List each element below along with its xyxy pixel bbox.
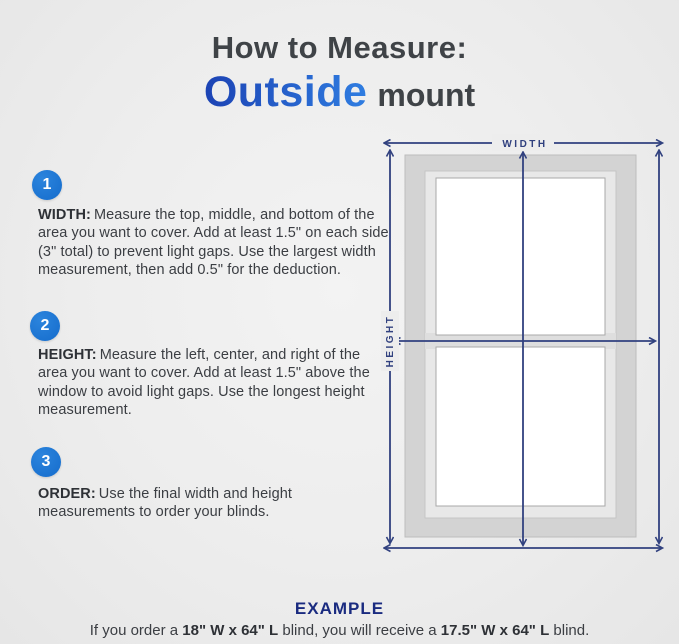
title-suffix: mount bbox=[377, 77, 476, 113]
example-sentence bbox=[0, 622, 679, 639]
title-line2 bbox=[0, 68, 679, 117]
example-middle: blind, you will receive a bbox=[278, 622, 441, 639]
step-3-number: 3 bbox=[41, 453, 51, 470]
window-pane-bottom bbox=[436, 347, 605, 506]
window-measurement-diagram bbox=[376, 131, 672, 563]
step-2-number: 2 bbox=[40, 317, 50, 334]
title-highlight: Outside bbox=[203, 68, 368, 116]
example-prefix: If you order a bbox=[89, 622, 183, 639]
step-3-number-badge bbox=[31, 447, 61, 477]
step-3-body: Use the final width and height measurements to order your blinds. bbox=[38, 486, 293, 521]
step-2-text bbox=[38, 346, 390, 420]
width-label: WIDTH bbox=[502, 139, 548, 150]
step-3-text bbox=[38, 485, 390, 522]
window-diagram-svg bbox=[376, 131, 672, 563]
step-1-lead: WIDTH: bbox=[38, 207, 91, 223]
step-1-text bbox=[38, 206, 390, 280]
step-2-body: Measure the left, center, and right of the area you want to cover. Add at least 1.5" above the window to avoid light gaps. Use the longest height measurement. bbox=[38, 347, 370, 419]
example-section bbox=[0, 599, 679, 639]
example-suffix: blind. bbox=[549, 622, 590, 639]
example-heading: EXAMPLE bbox=[294, 599, 385, 618]
example-receive-size: 17.5" W x 64" L bbox=[440, 622, 550, 639]
window-pane-top bbox=[436, 178, 605, 335]
example-order-size: 18" W x 64" L bbox=[182, 622, 279, 639]
step-1-body: Measure the top, middle, and bottom of the area you want to cover. Add at least 1.5" on each side (3" total) to prevent light gaps. Use the largest width measurement, then add 0.5" for the deduction. bbox=[38, 207, 389, 279]
step-2-number-badge bbox=[30, 311, 60, 341]
title-line1: How to Measure: bbox=[211, 30, 468, 65]
height-label: HEIGHT bbox=[385, 314, 396, 368]
page-title bbox=[0, 30, 679, 117]
step-1-number: 1 bbox=[42, 176, 52, 193]
step-1-number-badge bbox=[32, 170, 62, 200]
step-2-lead: HEIGHT: bbox=[38, 347, 97, 363]
step-3-lead: ORDER: bbox=[38, 486, 96, 502]
